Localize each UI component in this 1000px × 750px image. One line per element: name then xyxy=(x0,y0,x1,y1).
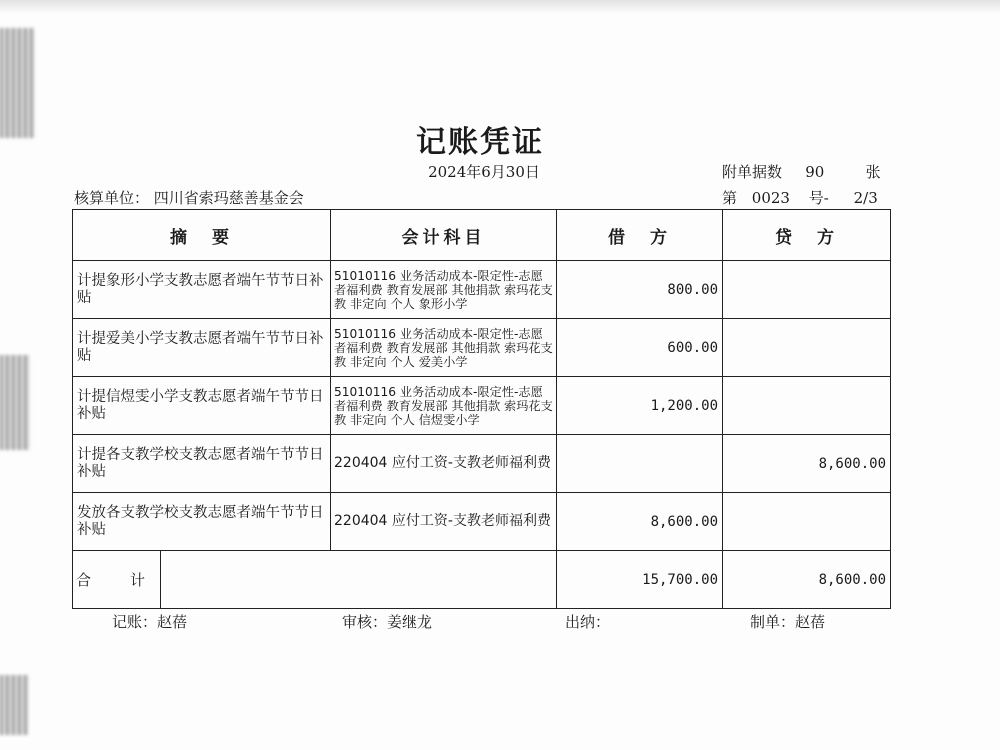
scan-smudge xyxy=(0,675,28,735)
attachments-info xyxy=(722,161,881,182)
voucher-number xyxy=(722,187,878,208)
table-row xyxy=(73,435,891,493)
cashier-signature: 出纳： xyxy=(565,613,611,631)
header-summary: 摘 要 xyxy=(73,210,331,261)
total-credit: 8,600.00 xyxy=(723,551,891,609)
total-label: 合 计 xyxy=(73,551,161,609)
number-value: 0023 xyxy=(751,189,790,207)
row-debit: 8,600.00 xyxy=(557,493,723,551)
voucher-date: 2024年6月30日 xyxy=(428,163,540,181)
preparer-signature: 制单：赵蓓 xyxy=(750,613,826,631)
row-debit: 600.00 xyxy=(557,319,723,377)
table-header-row xyxy=(73,210,891,261)
scan-smudge xyxy=(0,355,30,450)
unit-name: 四川省索玛慈善基金会 xyxy=(153,189,304,207)
row-credit xyxy=(723,377,891,435)
row-summary: 计提各支教学校支教志愿者端午节节日补贴 xyxy=(73,435,331,493)
row-summary: 发放各支教学校支教志愿者端午节节日补贴 xyxy=(73,493,331,551)
attachments-label: 附单据数 xyxy=(722,163,783,181)
total-row xyxy=(73,551,891,609)
header-account: 会计科目 xyxy=(331,210,557,261)
row-summary: 计提信煜雯小学支教志愿者端午节节日补贴 xyxy=(73,377,331,435)
reviewer-signature: 审核：姜继龙 xyxy=(342,613,433,631)
page-number: 2/3 xyxy=(853,189,878,207)
total-debit: 15,700.00 xyxy=(557,551,723,609)
row-account: 220404 应付工资-支教老师福利费 xyxy=(331,435,557,493)
row-account: 220404 应付工资-支教老师福利费 xyxy=(331,493,557,551)
table-row xyxy=(73,261,891,319)
total-blank xyxy=(161,551,557,609)
row-account: 51010116 业务活动成本-限定性-志愿者福利费 教育发展部 其他捐款 索玛花支教 非定向 个人 信煜雯小学 xyxy=(331,377,557,435)
row-debit xyxy=(557,435,723,493)
row-credit: 8,600.00 xyxy=(723,435,891,493)
voucher-title: 记账凭证 xyxy=(416,125,544,160)
voucher-table xyxy=(72,209,891,609)
row-account: 51010116 业务活动成本-限定性-志愿者福利费 教育发展部 其他捐款 索玛花支教 非定向 个人 爱美小学 xyxy=(331,319,557,377)
row-summary: 计提爱美小学支教志愿者端午节节日补贴 xyxy=(73,319,331,377)
row-credit xyxy=(723,319,891,377)
unit-label: 核算单位： xyxy=(74,189,150,207)
attachments-unit: 张 xyxy=(865,163,881,181)
header-debit: 借 方 xyxy=(557,210,723,261)
scan-shadow xyxy=(0,0,1000,14)
number-prefix: 第 xyxy=(722,189,738,207)
bookkeeper-signature: 记账：赵蓓 xyxy=(112,613,188,631)
table-row xyxy=(73,319,891,377)
row-credit xyxy=(723,261,891,319)
table-row xyxy=(73,493,891,551)
accounting-unit xyxy=(74,187,304,208)
row-debit: 800.00 xyxy=(557,261,723,319)
row-summary: 计提象形小学支教志愿者端午节节日补贴 xyxy=(73,261,331,319)
header-credit: 贷 方 xyxy=(723,210,891,261)
row-account: 51010116 业务活动成本-限定性-志愿者福利费 教育发展部 其他捐款 索玛花支教 非定向 个人 象形小学 xyxy=(331,261,557,319)
row-credit xyxy=(723,493,891,551)
row-debit: 1,200.00 xyxy=(557,377,723,435)
number-suffix: 号- xyxy=(808,189,829,207)
table-row xyxy=(73,377,891,435)
attachments-count: 90 xyxy=(805,163,825,181)
